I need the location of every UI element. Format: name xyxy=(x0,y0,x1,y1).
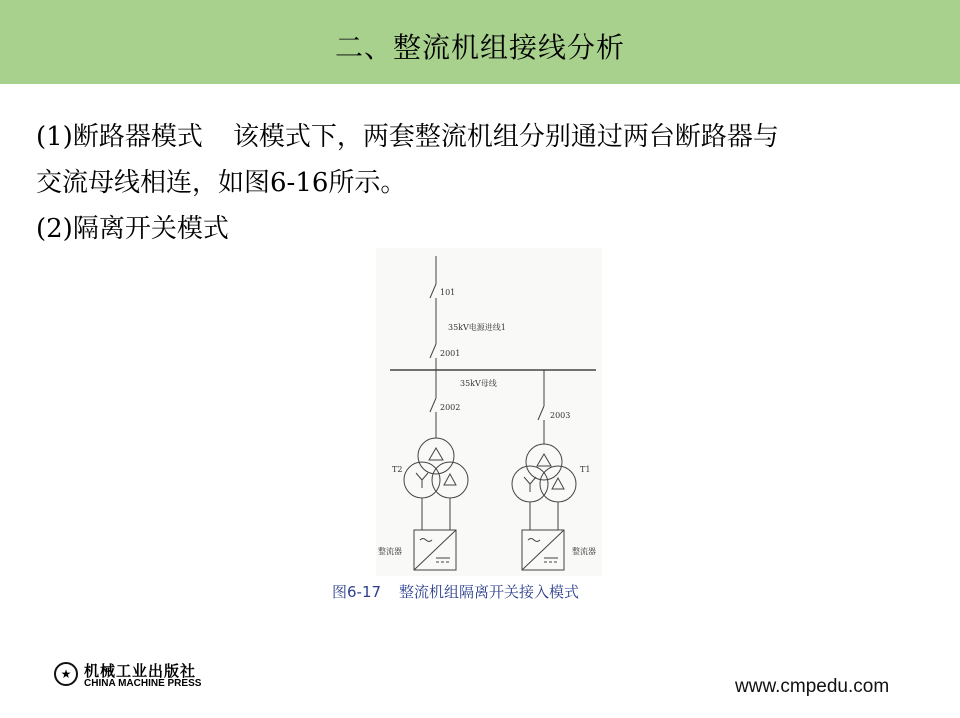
transformer-t1-wye-arm-1 xyxy=(524,477,530,484)
switch-2001-blade xyxy=(430,344,436,358)
wiring-diagram xyxy=(376,248,602,576)
slide-title: 二、整流机组接线分析 xyxy=(334,31,625,64)
wiring-diagram-svg xyxy=(376,248,602,576)
publisher-name-cn: 机械工业出版社 xyxy=(84,662,197,680)
label-rectifier-left: 整流器 xyxy=(378,547,402,556)
rectifier-left-diagonal xyxy=(414,530,456,570)
label-switch-2001: 2001 xyxy=(440,349,461,358)
transformer-t2-wye-arm-2 xyxy=(422,473,428,480)
mode-2-label: (2)隔离开关模式 xyxy=(36,214,229,244)
figure-number: 图6-17 xyxy=(332,583,382,601)
mode-1-label: (1)断路器模式 xyxy=(36,122,203,152)
label-busbar: 35kV母线 xyxy=(460,379,497,388)
title-bar xyxy=(0,0,960,84)
rectifier-right-diagonal xyxy=(522,530,564,570)
transformer-t2-delta-1 xyxy=(429,448,443,460)
label-transformer-t2: T2 xyxy=(392,465,403,474)
label-incoming-line: 35kV电源进线1 xyxy=(448,323,506,332)
transformer-t1-delta-2 xyxy=(552,478,564,489)
transformer-t2-delta-2 xyxy=(444,474,456,485)
label-rectifier-right: 整流器 xyxy=(572,547,596,556)
label-switch-101: 101 xyxy=(440,288,456,297)
transformer-t2-wye-arm-1 xyxy=(416,473,422,480)
figure-title: 整流机组隔离开关接入模式 xyxy=(399,583,580,601)
mode-1-paragraph xyxy=(36,122,779,152)
transformer-t1-wye-arm-2 xyxy=(530,477,536,484)
transformer-t1-primary xyxy=(526,444,562,480)
rectifier-right-ac-mark xyxy=(528,539,540,542)
switch-2002-blade xyxy=(430,398,436,412)
label-switch-2003: 2003 xyxy=(550,411,571,420)
publisher-name-en: CHINA MACHINE PRESS xyxy=(84,678,202,689)
website-url: www.cmpedu.com xyxy=(735,676,890,697)
figure-caption xyxy=(332,581,579,602)
transformer-t1-delta-1 xyxy=(537,454,551,466)
mode-1-description-continued: 交流母线相连，如图6-16所示。 xyxy=(36,168,407,198)
switch-101-blade xyxy=(430,284,436,298)
mode-1-description: 该模式下，两套整流机组分别通过两台断路器与 xyxy=(232,122,779,152)
rectifier-left-ac-mark xyxy=(420,539,432,542)
label-switch-2002: 2002 xyxy=(440,403,461,412)
label-transformer-t1: T1 xyxy=(580,465,591,474)
gear-emblem-icon: ★ xyxy=(54,662,78,686)
switch-2003-blade xyxy=(538,406,544,420)
transformer-t1-secondary-2 xyxy=(540,466,576,502)
